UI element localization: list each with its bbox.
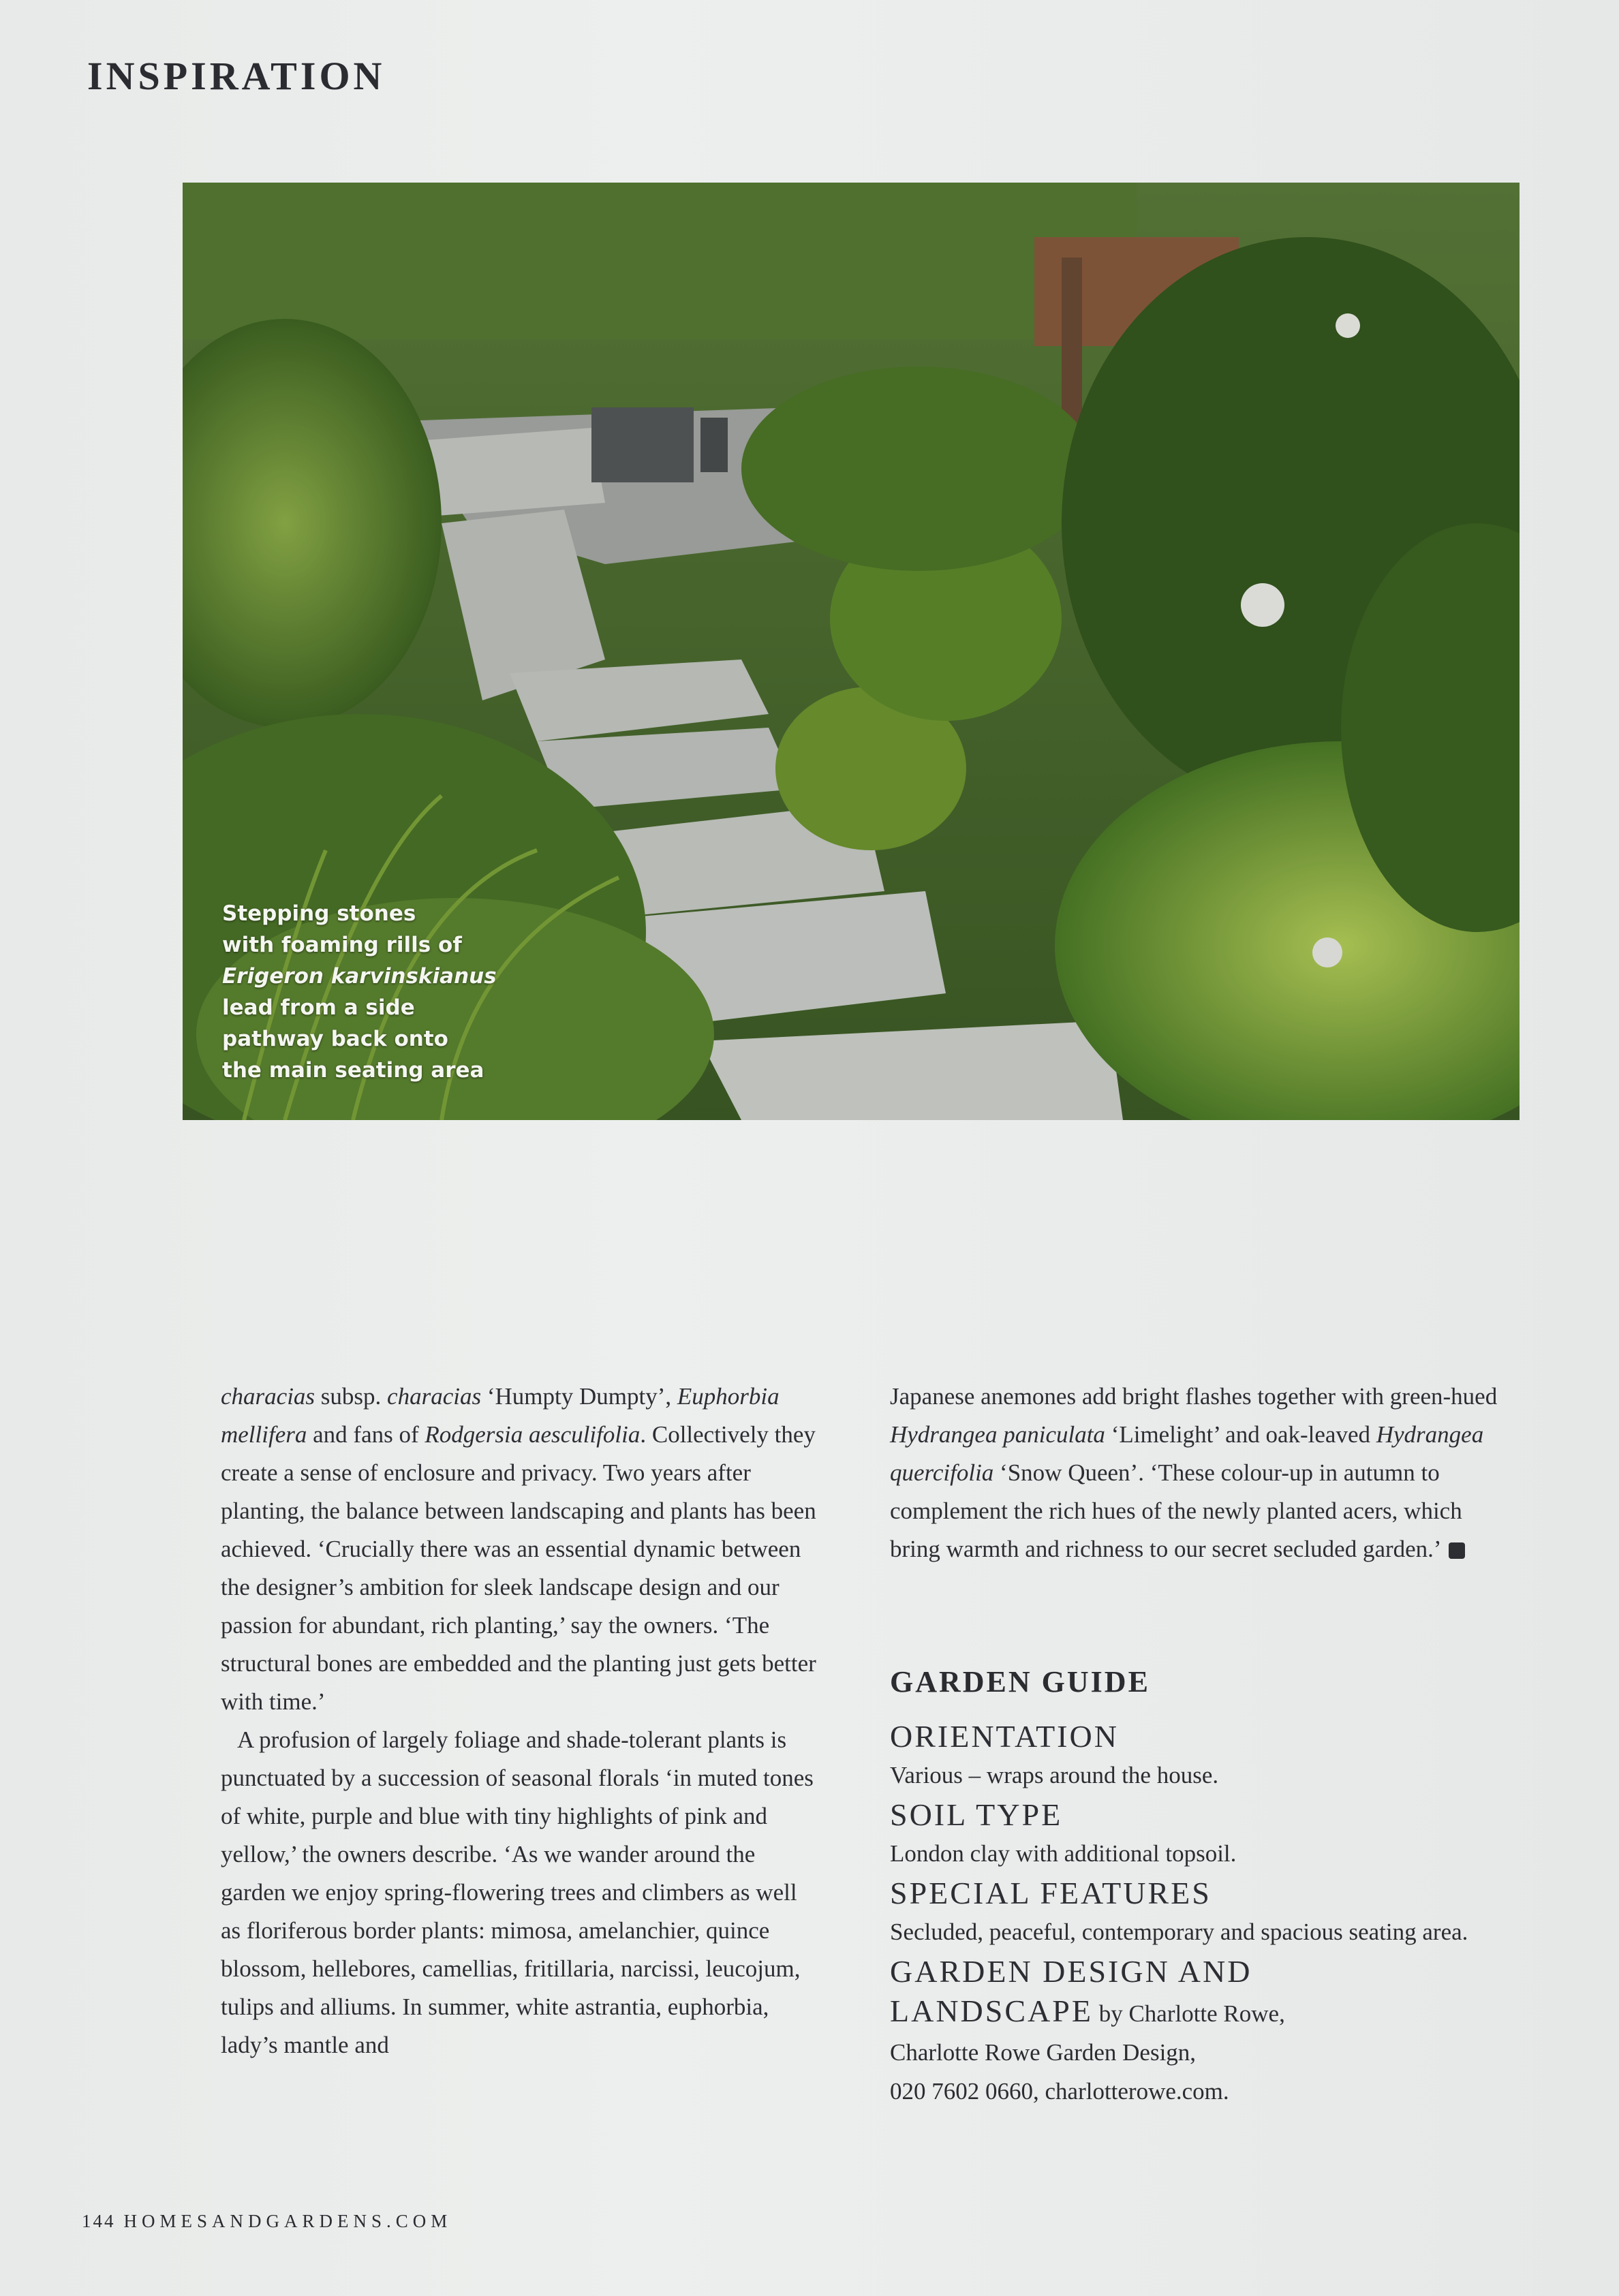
guide-text-soil: London clay with additional topsoil.	[890, 1840, 1237, 1867]
body-paragraph	[221, 1378, 820, 1721]
page-footer	[82, 2211, 452, 2232]
end-mark-icon	[1449, 1542, 1465, 1559]
plant-name: characias	[387, 1383, 482, 1410]
caption-line: the main seating area	[222, 1058, 484, 1083]
body-paragraph: A profusion of largely foliage and shade-tolerant plants is punctuated by a succession of seasonal florals ‘in muted tones of white, purple and blue with tiny highlights of pink and yellow,’ the owners describe. ‘As we wander around the garden we enjoy spring-flowering trees and climbers as well as floriferous border plants: mimosa, amelanchier, quince blossom, hellebores, camellias, fritillaria, narcissi, leucojum, tulips and alliums. In summer, white astrantia, euphorbia, lady’s mantle and	[221, 1726, 814, 2058]
body-text: and fans of	[307, 1421, 425, 1448]
guide-designer: by Charlotte Rowe,	[1092, 2000, 1285, 2027]
plant-name: Hydrangea quercifolia	[890, 1421, 1484, 1486]
guide-heading-features: SPECIAL FEATURES	[890, 1876, 1212, 1910]
guide-heading-orientation: ORIENTATION	[890, 1719, 1119, 1754]
plant-name: Hydrangea paniculata	[890, 1421, 1105, 1448]
caption-line	[222, 961, 604, 992]
garden-guide	[890, 1717, 1503, 2111]
guide-heading-soil: SOIL TYPE	[890, 1797, 1063, 1832]
guide-design-company: Charlotte Rowe Garden Design,	[890, 2039, 1197, 2066]
caption-plant-name: Erigeron karvinskianus	[222, 964, 497, 989]
plant-name: characias	[221, 1383, 315, 1410]
site-name: HOMESANDGARDENS.COM	[123, 2211, 452, 2231]
photo-caption	[222, 898, 604, 1086]
section-label: INSPIRATION	[87, 54, 386, 98]
plant-name: Euphorbia mellifera	[221, 1383, 780, 1448]
plant-name: Rodgersia aesculifolia	[425, 1421, 641, 1448]
caption-line: Stepping stones	[222, 901, 416, 926]
body-column-right	[890, 1378, 1503, 1568]
guide-text-features: Secluded, peaceful, contemporary and spacious seating area.	[890, 1919, 1468, 1945]
guide-design-contact: 020 7602 0660, charlotterowe.com.	[890, 2078, 1229, 2105]
body-paragraph	[890, 1378, 1503, 1568]
body-text: Japanese anemones add bright flashes together with green-hued	[890, 1383, 1498, 1410]
body-text: ‘Limelight’ and oak-leaved	[1105, 1421, 1376, 1448]
body-text: ‘Humpty Dumpty’,	[481, 1383, 677, 1410]
body-column-left	[221, 1378, 820, 2064]
garden-guide-title: GARDEN GUIDE	[890, 1665, 1150, 1698]
page-number: 144	[82, 2211, 116, 2231]
guide-heading-landscape: LANDSCAPE	[890, 1994, 1093, 2028]
caption-line: lead from a side	[222, 995, 415, 1020]
guide-text-orientation: Various – wraps around the house.	[890, 1762, 1219, 1788]
body-text: subsp.	[315, 1383, 388, 1410]
body-text: . Collectively they create a sense of enclosure and privacy. Two years after planting, the balance between landscaping and plants has been achieved. ‘Crucially there was an essential dynamic between the designer’s ambition for sleek landscape design and our passion for abundant, rich planting,’ say the owners. ‘The structural bones are embedded and the planting just gets better with time.’	[221, 1421, 816, 1715]
caption-line: pathway back onto	[222, 1027, 448, 1051]
body-text: ‘Snow Queen’. ‘These colour-up in autumn to complement the rich hues of the newly planted acers, which bring warmth and richness to our secret secluded garden.’	[890, 1459, 1462, 1562]
guide-heading-design: GARDEN DESIGN AND	[890, 1954, 1252, 1989]
guide-heading-design-cont	[890, 1991, 1503, 2034]
caption-line: with foaming rills of	[222, 933, 462, 957]
garden-photo	[183, 183, 1520, 1120]
